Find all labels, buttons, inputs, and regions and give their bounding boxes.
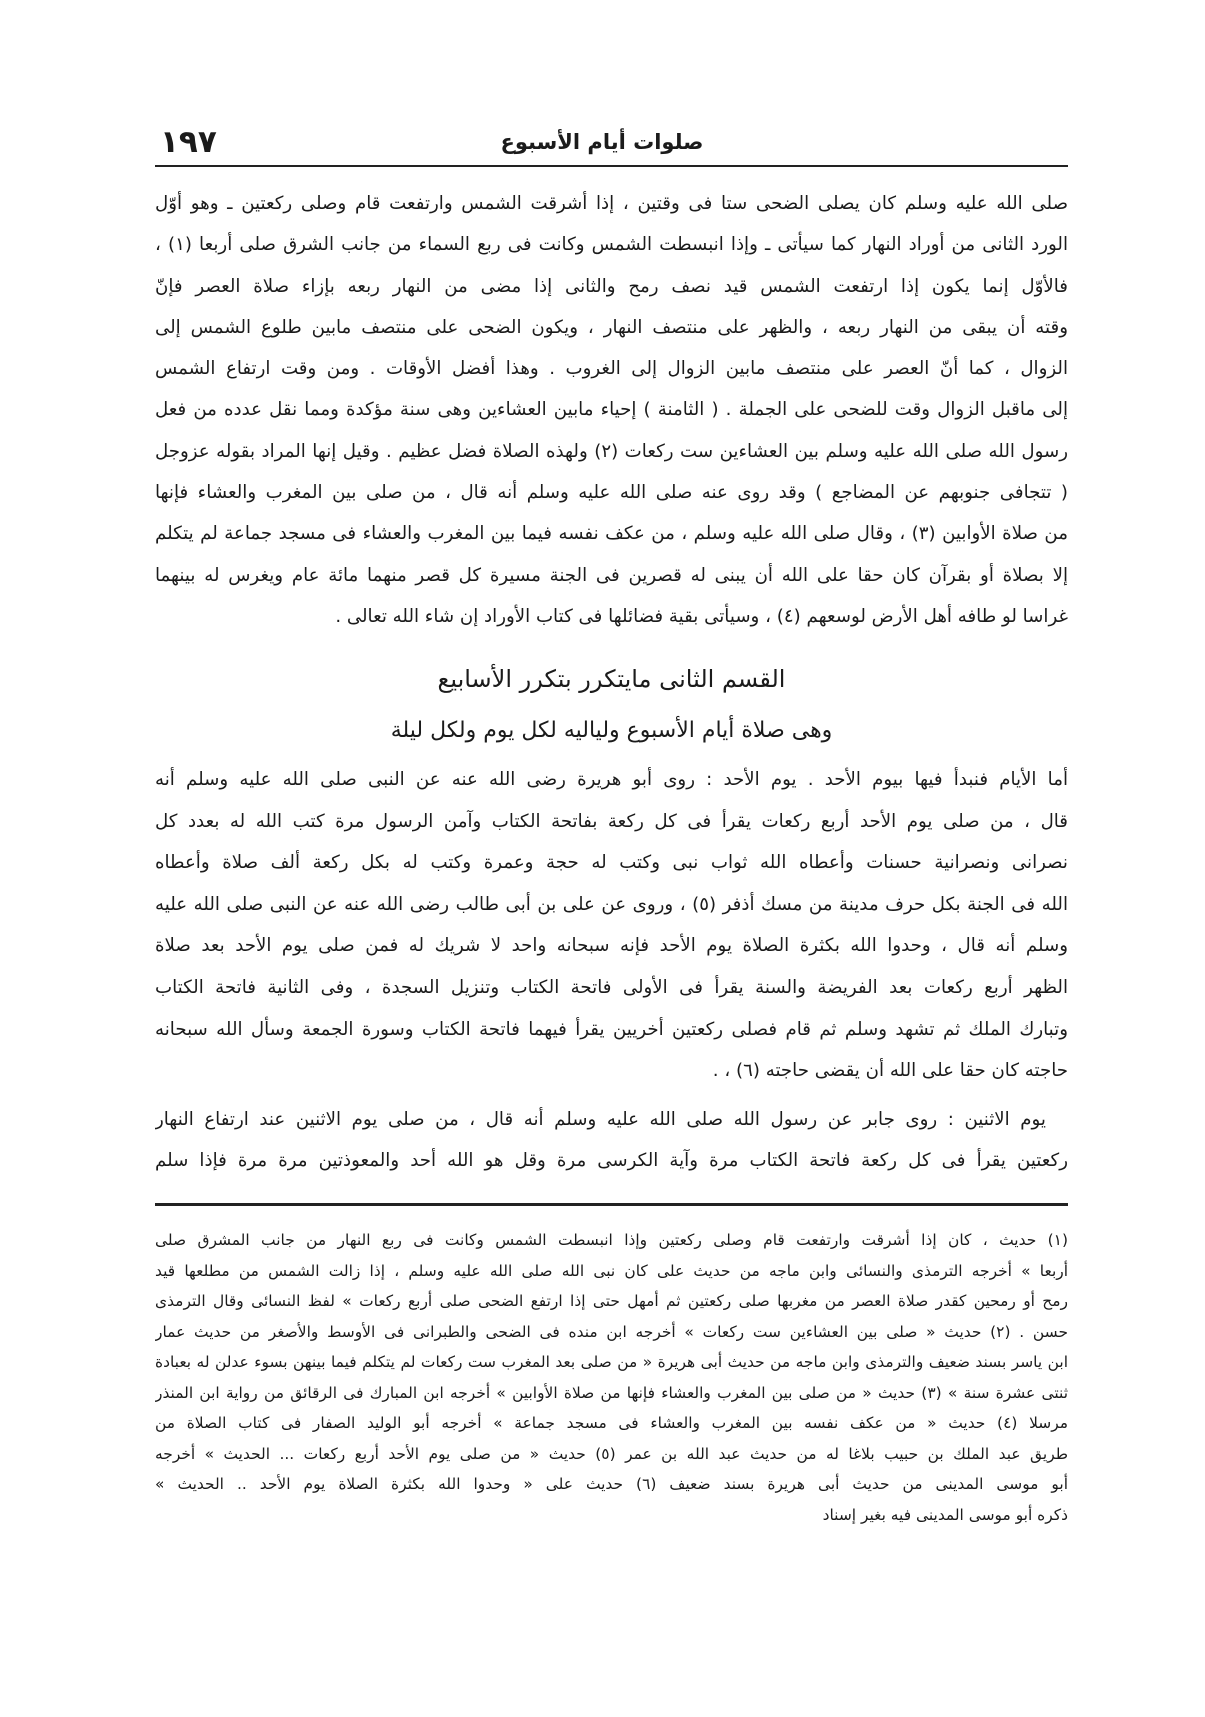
body-line: إلا بصلاة أو بقرآن كان حقا على الله أن يبنى له قصرين فى الجنة مسيرة كل قصر منهما مائة عام ويغرس له بينهما: [155, 564, 1068, 586]
paragraph-2: [155, 759, 1068, 1092]
footnote-line: ابن ياسر بسند ضعيف والترمذى وابن ماجه من حديث أبى هريرة « من صلى بعد المغرب ست ركعات لم يتكلم فيما بينهن بسوء عدلن له بعبادة: [155, 1353, 1068, 1371]
body-line: وقته أن يبقى من النهار ربعه ، والظهر على منتصف النهار ، ويكون الضحى على منتصف مابين طلوع الشمس إلى: [155, 316, 1068, 338]
body-line: أما الأيام فنبدأ فيها بيوم الأحد . يوم الأحد : روى أبو هريرة رضى الله عنه عن النبى صلى الله عليه وسلم أنه: [155, 769, 1068, 790]
body-line: من صلاة الأوابين (٣) ، وقال صلى الله عليه وسلم ، من عكف نفسه فيما بين المغرب والعشاء فى مسجد جماعة لم يتكلم: [155, 523, 1068, 545]
body-line: يوم الاثنين : روى جابر عن رسول الله صلى الله عليه وسلم أنه قال ، من صلى يوم الاثنين عند ارتفاع النهار: [155, 1109, 1046, 1130]
running-title: صلوات أيام الأسبوع: [500, 130, 704, 154]
body-line: وسلم أنه قال ، وحدوا الله بكثرة الصلاة يوم الأحد فإنه سبحانه واحد لا شريك له فمن صلى يوم الأحد بعد صلاة: [155, 935, 1068, 957]
section-heading: القسم الثانى مايتكرر بتكرر الأسابيع: [437, 665, 786, 693]
body-line: قال ، من صلى يوم الأحد أربع ركعات يقرأ فى كل ركعة بفاتحة الكتاب وآمن الرسول مرة كتب الله له بعدد كل: [155, 810, 1068, 832]
footnote-line: ثنتى عشرة سنة » (٣) حديث « من صلى بين المغرب والعشاء فإنها من صلاة الأوابين » أخرجه ابن المبارك فى الرقائق من رواية ابن المنذر: [155, 1383, 1068, 1402]
footnote-line: (١) حديث ، كان إذا أشرقت وارتفعت قام وصلى ركعتين وإذا انبسطت الشمس وكانت فى ربع النهار من جانب المشرق صلى: [155, 1231, 1068, 1249]
body-line: إلى ماقبل الزوال وقت للضحى على الجملة . ( الثامنة ) إحياء مابين العشاءين وهى سنة مؤكدة ومما نقل عدده من فعل: [155, 399, 1068, 421]
body-line: غراسا لو طافه أهل الأرض لوسعهم (٤) ، وسيأتى بقية فضائلها فى كتاب الأوراد إن شاء الله تعالى .: [335, 605, 1068, 627]
body-line: وتبارك الملك ثم تشهد وسلم ثم قام فصلى ركعتين أخريين يقرأ فيهما فاتحة الكتاب وسورة الجمعة وسأل الله سبحانه: [155, 1018, 1068, 1040]
footnote-line: حسن . (٢) حديث « صلى بين العشاءين ست ركعات » أخرجه ابن منده فى الضحى والطبرانى فى الأوسط والأصغر من حديث عمار: [155, 1322, 1068, 1341]
section-subheading: وهى صلاة أيام الأسبوع ولياليه لكل يوم ولكل ليلة: [390, 718, 833, 743]
body-line: الظهر أربع ركعات بعد الفريضة والسنة يقرأ فى الأولى فاتحة الكتاب وتنزيل السجدة ، وفى الثانية فاتحة الكتاب: [155, 976, 1068, 998]
body-line: صلى الله عليه وسلم كان يصلى الضحى ستا فى وقتين ، إذا أشرقت الشمس وارتفعت قام وصلى ركعتين ـ وهو أوّل: [155, 193, 1068, 214]
footnote-line: ذكره أبو موسى المدينى فيه بغير إسناد: [822, 1505, 1068, 1524]
body-line: نصرانى ونصرانية حسنات وأعطاه الله ثواب نبى وكتب له حجة وعمرة وكتب له بكل ركعة ألف صلاة وأعطاه: [155, 852, 1068, 874]
body-line: الورد الثانى من أوراد النهار كما سيأتى ـ وإذا انبسطت الشمس وكانت فى ربع السماء من جانب الشرق صلى أربعا (١) ،: [155, 234, 1068, 256]
body-line: رسول الله صلى الله عليه وسلم بين العشاءين ست ركعات (٢) ولهذه الصلاة فضل عظيم . وقيل إنها المراد بقوله عزوجل: [155, 440, 1068, 462]
body-line: الله فى الجنة بكل حرف مدينة من مسك أذفر (٥) ، وروى عن على بن أبى طالب رضى الله عنه عن النبى صلى الله عليه: [155, 893, 1068, 915]
body-line: ( تتجافى جنوبهم عن المضاجع ) وقد روى عنه صلى الله عليه وسلم أنه قال ، من صلى بين المغرب والعشاء فإنها: [155, 482, 1068, 504]
paragraph-1: [155, 183, 1068, 637]
footnote-line: أربعا » أخرجه الترمذى والنسائى وابن ماجه من حديث على كان نبى الله صلى الله عليه وسلم ، إذا زالت الشمس من مطلعها قيد: [155, 1261, 1068, 1280]
page-number: ١٩٧: [160, 124, 217, 160]
body-line: ركعتين يقرأ فى كل ركعة فاتحة الكتاب مرة وآية الكرسى مرة وقل هو الله أحد والمعوذتين مرة مرة فإذا سلم: [155, 1150, 1068, 1172]
paragraph-3: [155, 1099, 1068, 1182]
footnote-rule: [155, 1203, 1068, 1206]
footnote-line: مرسلا (٤) حديث « من عكف نفسه بين المغرب والعشاء فى مسجد جماعة » أخرجه أبو الوليد الصفار فى كتاب الصلاة من: [155, 1414, 1068, 1432]
body-line: الزوال ، كما أنّ العصر على منتصف مابين الزوال إلى الغروب . وهذا أفضل الأوقات . ومن وقت ارتفاع الشمس: [155, 358, 1068, 380]
footnotes: [155, 1225, 1068, 1530]
footnote-line: رمح أو رمحين كقدر صلاة العصر من مغربها صلى ركعتين ثم أمهل حتى إذا ارتفع الضحى صلى أربع ركعات » لفظ النسائى وقال الترمذى: [155, 1292, 1068, 1310]
body-line: حاجته كان حقا على الله أن يقضى حاجته (٦) ، .: [712, 1060, 1068, 1082]
body-line: فالأوّل إنما يكون إذا ارتفعت الشمس قيد نصف رمح والثانى إذا مضى من النهار ربعه بإزاء صلاة العصر فإنّ: [155, 275, 1068, 297]
footnote-line: أبو موسى المدينى من حديث أبى هريرة بسند ضعيف (٦) حديث على « وحدوا الله بكثرة الصلاة يوم الأحد .. الحديث »: [155, 1475, 1068, 1493]
header-rule: [155, 165, 1068, 167]
footnote-line: طريق عبد الملك بن حبيب بلاغا له من حديث عبد الله بن عمر (٥) حديث « من صلى يوم الأحد أربع ركعات ... الحديث » أخرجه: [155, 1444, 1068, 1463]
